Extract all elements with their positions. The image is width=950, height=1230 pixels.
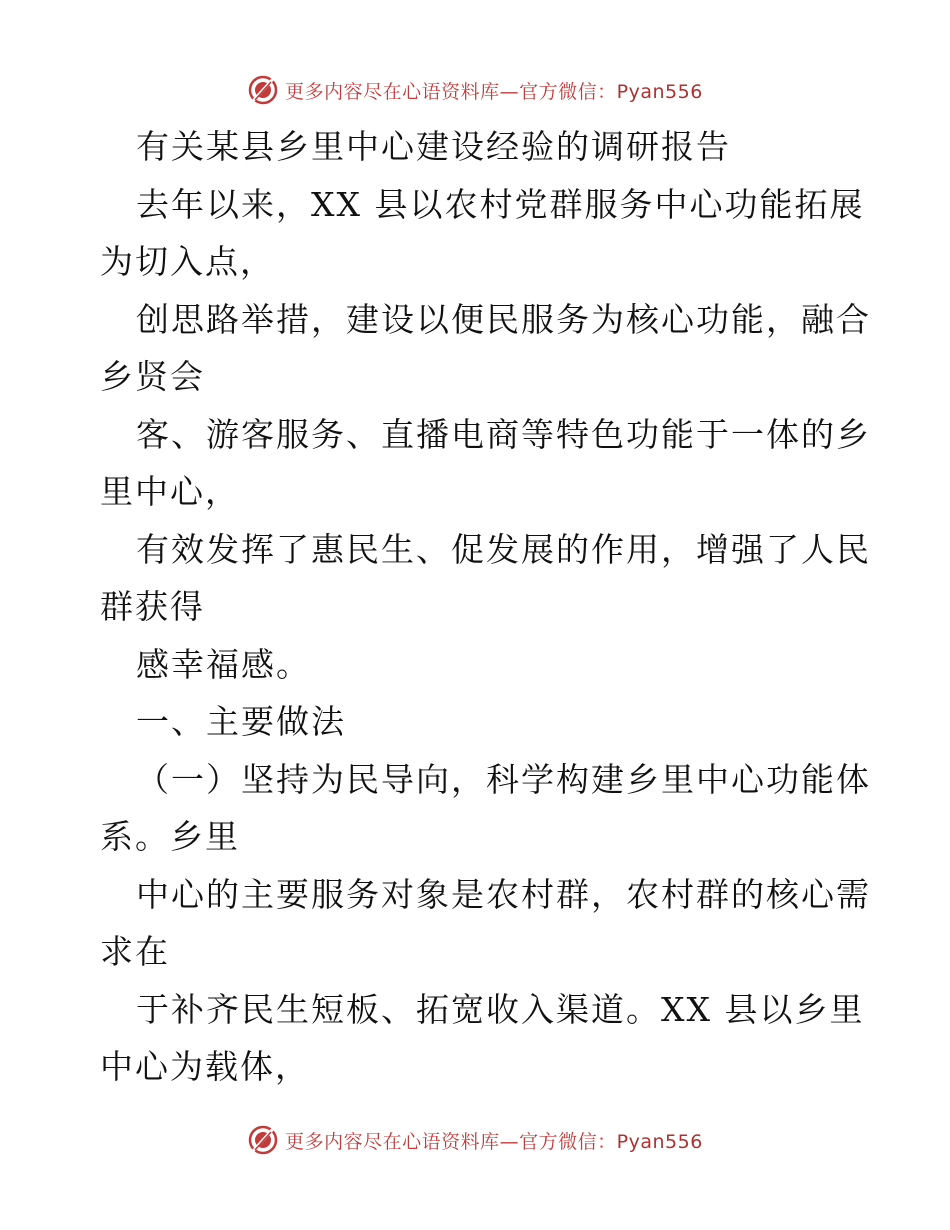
- header-banner-content: [247, 74, 703, 106]
- banner-text: 更多内容尽在心语资料库—官方微信：Pyan556: [285, 1130, 703, 1153]
- footer-banner: [0, 1120, 950, 1160]
- doc-line: 为切入点，: [100, 242, 275, 281]
- doc-line: 系。乡里: [100, 817, 240, 856]
- doc-line: 客、游客服务、直播电商等特色功能于一体的乡: [136, 414, 871, 454]
- doc-line: 里中心，: [100, 472, 240, 511]
- doc-line: 创思路举措，建设以便民服务为核心功能，融合: [136, 299, 871, 339]
- doc-line: 一、主要做法: [136, 702, 346, 741]
- doc-line: 中心的主要服务对象是农村群，农村群的核心需: [136, 874, 871, 914]
- document-body: [100, 118, 871, 1096]
- wechat-id: Pyan556: [616, 80, 703, 103]
- doc-line: 去年以来，XX 县以农村党群服务中心功能拓展: [136, 184, 865, 224]
- doc-line: 有效发挥了惠民生、促发展的作用，增强了人民: [136, 529, 871, 569]
- doc-line: 有关某县乡里中心建设经验的调研报告: [136, 127, 731, 166]
- doc-line: （一）坚持为民导向，科学构建乡里中心功能体: [136, 759, 871, 799]
- doc-line: 中心为载体，: [100, 1047, 310, 1086]
- wechat-id: Pyan556: [616, 1130, 703, 1153]
- doc-line: 求在: [100, 932, 170, 971]
- doc-line: 感幸福感。: [136, 644, 311, 684]
- header-banner: [0, 70, 950, 110]
- pen-seal-icon: [247, 1124, 279, 1156]
- pen-seal-icon: [247, 74, 279, 106]
- doc-line: 群获得: [100, 587, 205, 626]
- doc-line: 于补齐民生短板、拓宽收入渠道。XX 县以乡里: [136, 989, 865, 1029]
- banner-text: 更多内容尽在心语资料库—官方微信：Pyan556: [285, 80, 703, 103]
- doc-line: 乡贤会: [100, 357, 205, 396]
- footer-banner-content: [247, 1124, 703, 1156]
